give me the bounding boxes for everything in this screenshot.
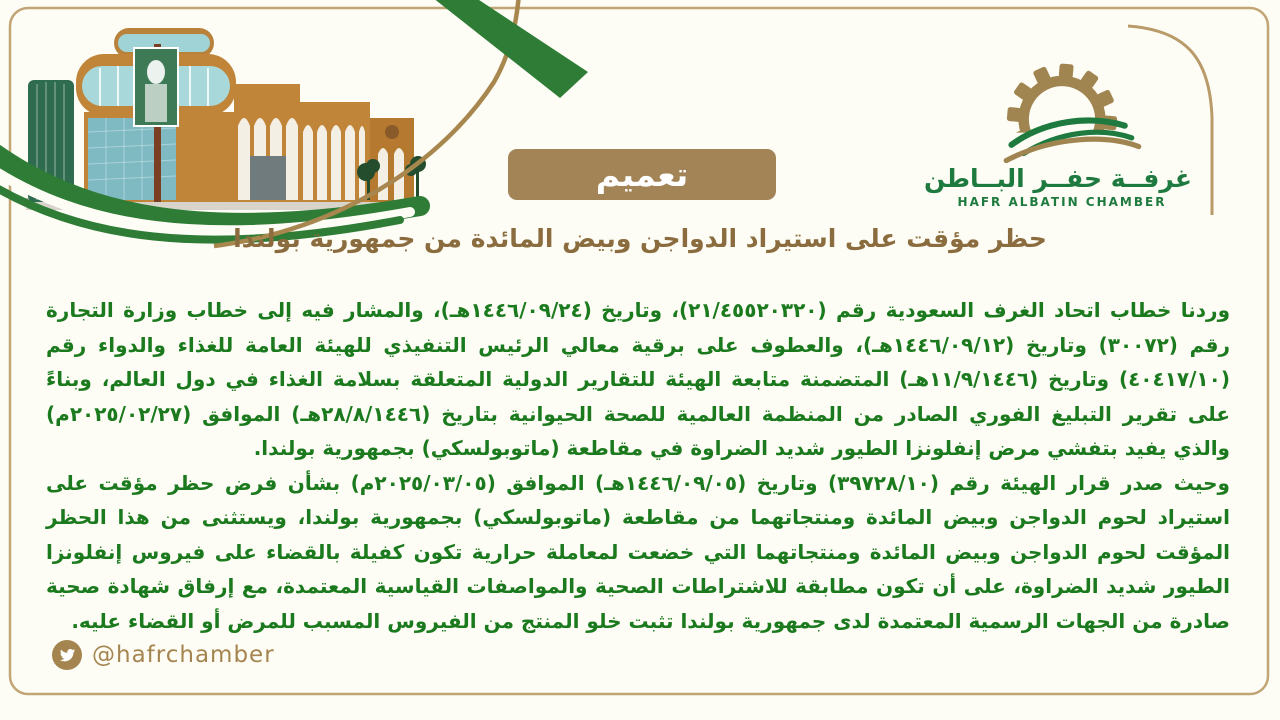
logo-name-english: HAFR ALBATIN CHAMBER [957, 195, 1167, 209]
chamber-building-illustration [26, 22, 426, 214]
chamber-logo-gear-icon [956, 42, 1168, 164]
footer-social-row [52, 638, 275, 672]
page-title: حظر مؤقت على استيراد الدواجن وبيض المائدة من جمهورية بولندا [233, 224, 1047, 253]
body-paragraph: وحيث صدر قرار الهيئة رقم (٣٩٧٢٨/١٠) وتاريخ (١٤٤٦/٠٩/٠٥هـ) الموافق (٢٠٢٥/٠٣/٠٥م) بشأن فرض حظر مؤقت على استيراد لحوم الدواجن وبيض المائدة ومنتجاتهما من مقاطعة (ماتوبولسكي) بجمهورية بولندا، ويستثنى من هذا الحظر المؤقت لحوم الدواجن وبيض المائدة ومنتجاتهما التي خضعت لمعاملة حرارية تكون كفيلة بالقضاء على فيروس إنفلونزا الطيور شديد الضراوة، على أن تكون مطابقة للاشتراطات الصحية والمواصفات القياسية المعتمدة، مع إرفاق شهادة صحية صادرة من الجهات الرسمية المعتمدة لدى جمهورية بولندا تثبت خلو المنتج من الفيروس المسبب للمرض أو القضاء عليه. [46, 470, 1230, 633]
body-paragraph: وردنا خطاب اتحاد الغرف السعودية رقم (٢١/٤٥٥٢٠٣٢٠)، وتاريخ (١٤٤٦/٠٩/٢٤هـ)، والمشار فيه إلى خطاب وزارة التجارة رقم (٣٠٠٧٢) وتاريخ (١٤٤٦/٠٩/١٢هـ)، والعطوف على برقية معالي الرئيس التنفيذي للهيئة العامة للغذاء والدواء رقم (٤٠٤١٧/١٠) وتاريخ (١١/٩/١٤٤٦هـ) المتضمنة متابعة الهيئة للتقارير الدولية المتعلقة بسلامة الغذاء في دول العالم، وبناءً على تقرير التبليغ الفوري الصادر من المنظمة العالمية للصحة الحيوانية بتاريخ (٢٨/٨/١٤٤٦هـ) الموافق (٢٠٢٥/٠٢/٢٧م) والذي يفيد بتفشي مرض إنفلونزا الطيور شديد الضراوة في مقاطعة (ماتوبولسكي) بجمهورية بولندا. [46, 298, 1230, 460]
circular-banner-label: تعميم [595, 155, 689, 194]
announcement-body [46, 293, 1230, 638]
twitter-handle: @hafrchamber [92, 642, 275, 668]
building-photo [26, 22, 426, 214]
twitter-bird-icon [52, 640, 82, 670]
logo-name-arabic: غرفــة حفــر البــاطن [924, 164, 1192, 193]
chamber-logo [924, 42, 1192, 209]
circular-banner [508, 149, 776, 200]
